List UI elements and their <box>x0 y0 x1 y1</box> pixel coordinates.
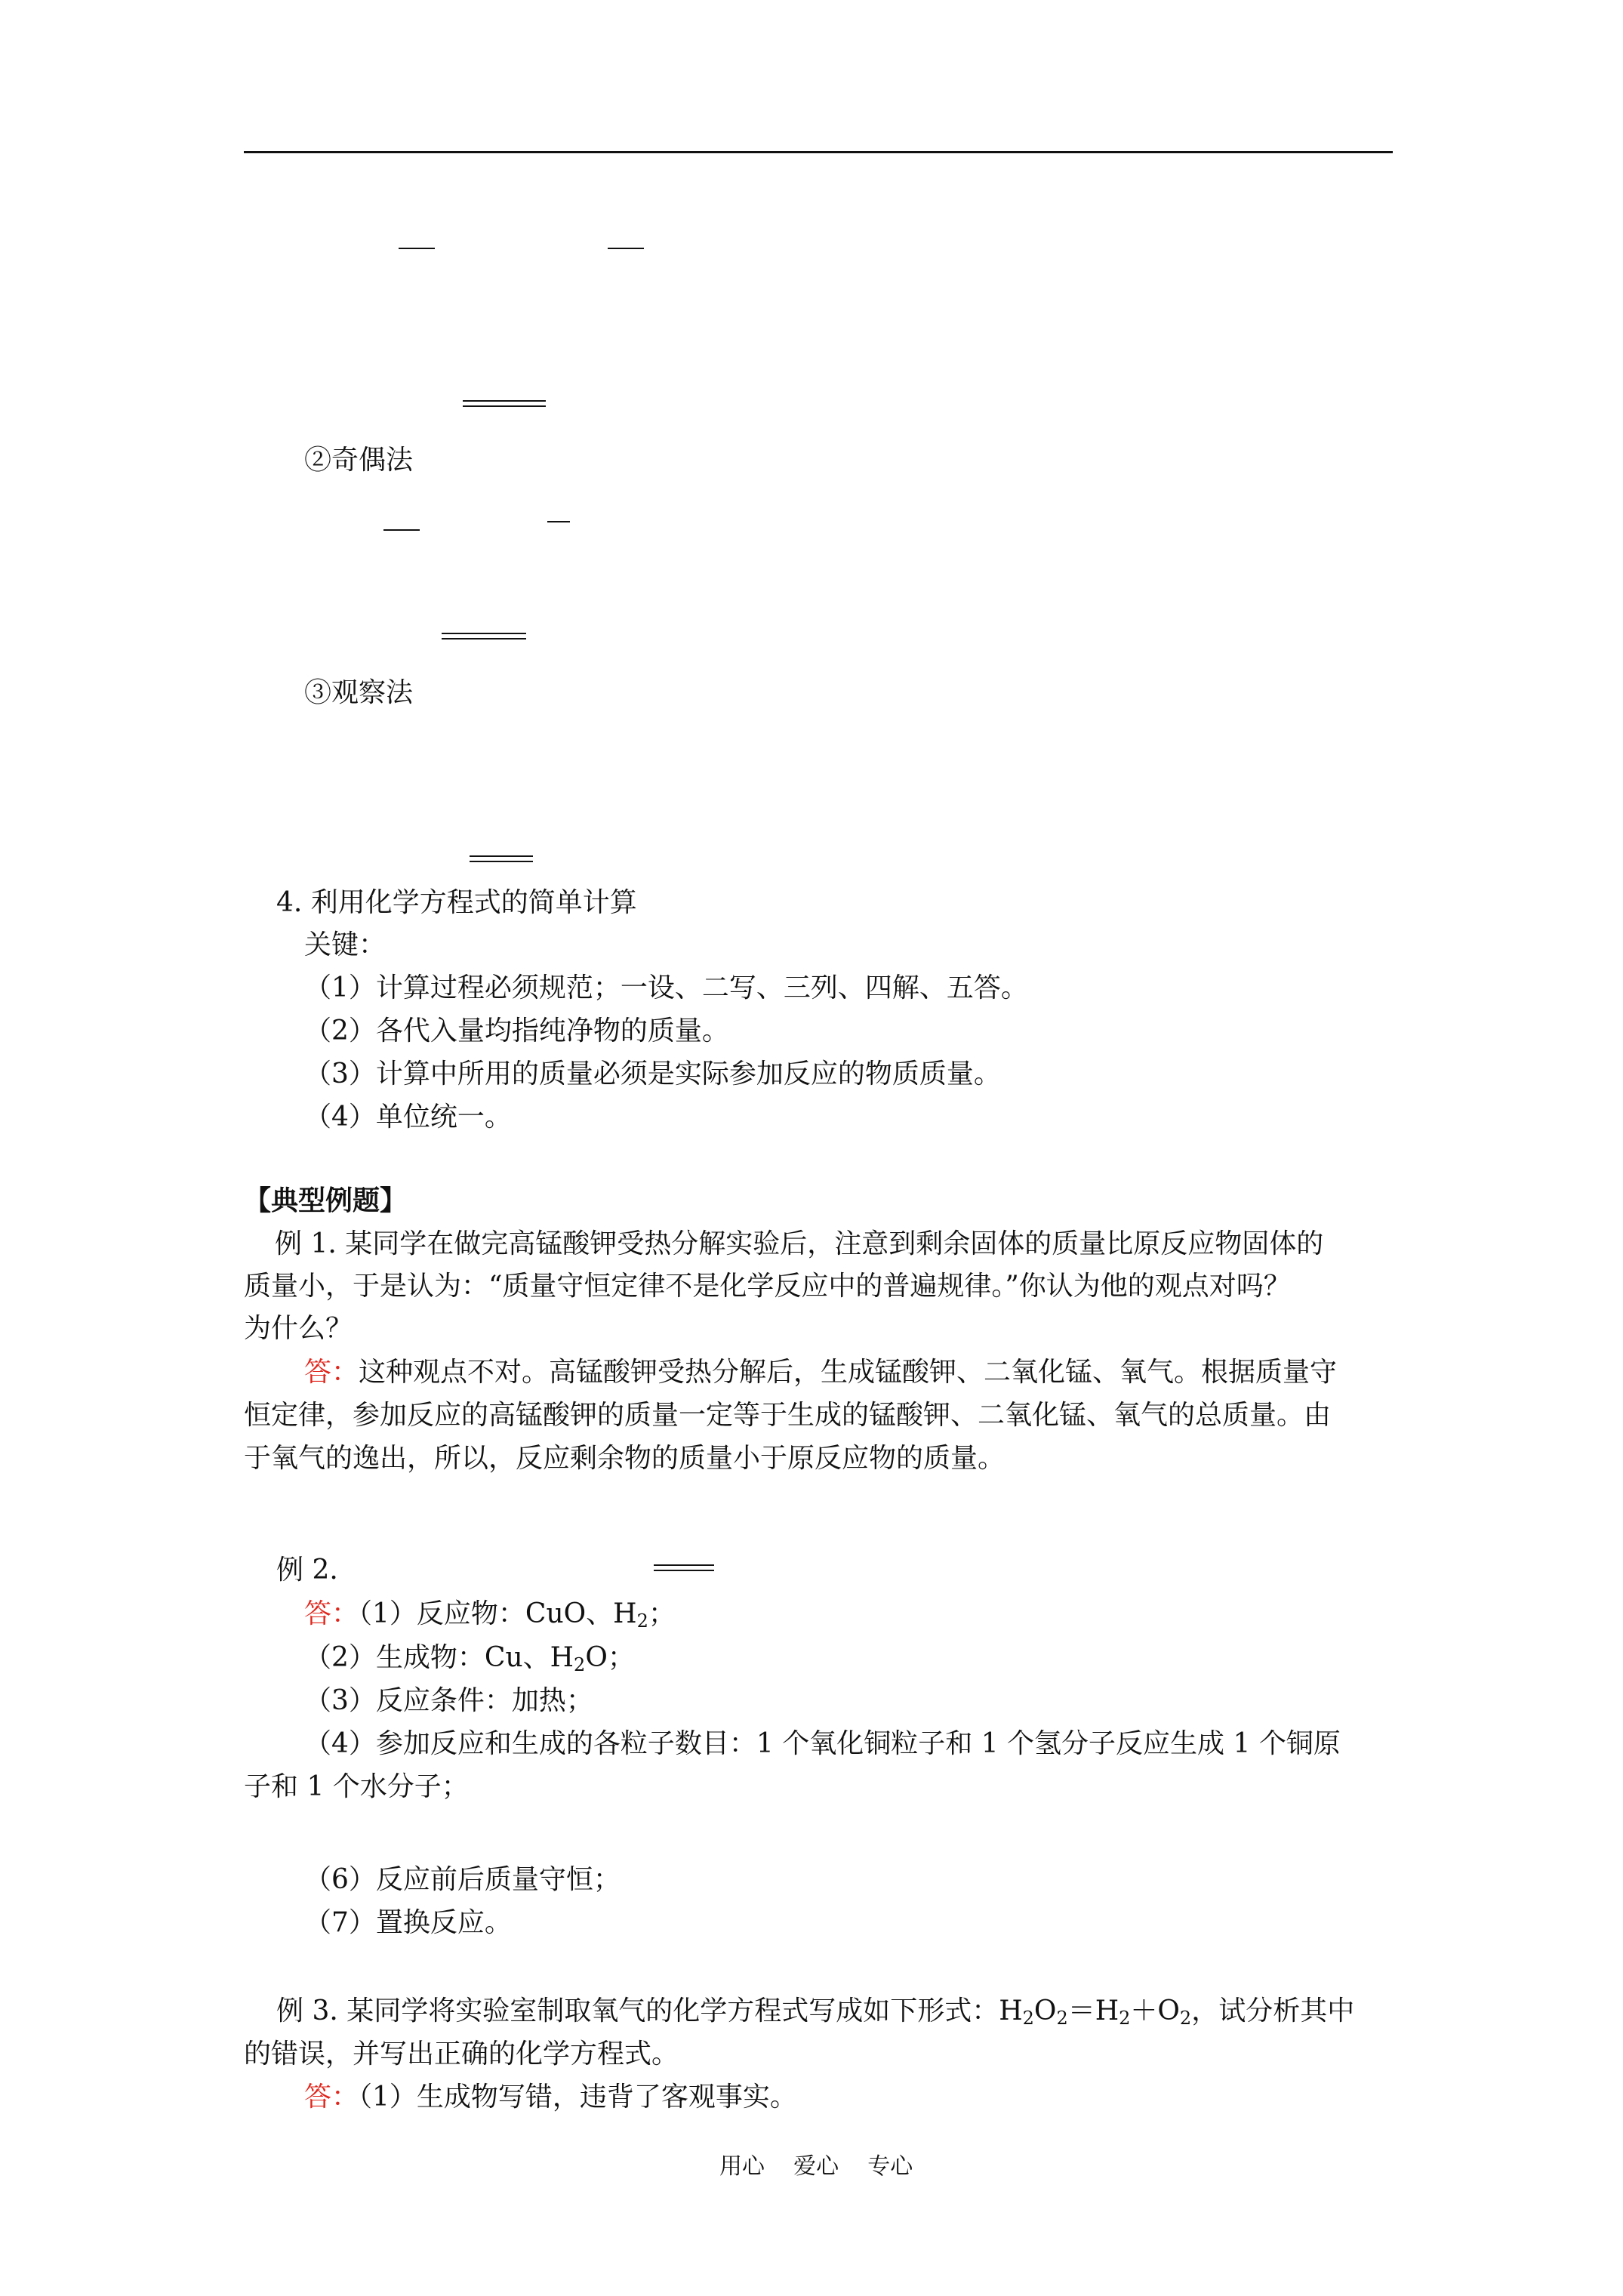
answer-2-suffix: O； <box>585 1642 635 1673</box>
example-3-question-line-2: 的错误，并写出正确的化学方程式。 <box>244 2039 679 2069</box>
example-2-answer-6: （6）反应前后质量守恒； <box>304 1864 621 1895</box>
answer-2-text: （2）生成物：Cu、H <box>304 1642 574 1673</box>
answer-label: 答： <box>304 1357 359 1388</box>
page-footer: 用心 爱心 专心 <box>719 2153 913 2180</box>
subscript: 2 <box>1179 2008 1192 2029</box>
equals-sign-double-line <box>470 855 533 857</box>
answer-label: 答： <box>304 2082 359 2113</box>
example-3-answer-text: （1）生成物写错，违背了客观事实。 <box>359 2082 797 2113</box>
subscript: 2 <box>1119 2008 1131 2029</box>
equation-fragment-bar <box>547 521 570 522</box>
example-1-question-line-2: 质量小，于是认为：“质量守恒定律不是化学反应中的普遍规律。”你认为他的观点对吗？ <box>244 1271 1291 1302</box>
example-1-answer-line-1 <box>304 1356 1337 1389</box>
equation-fragment-bar <box>383 529 420 531</box>
equals-sign-double-line <box>463 400 546 402</box>
example-3-text-suffix: ，试分析其中 <box>1191 1996 1355 2026</box>
example-2-answer-4-line-2: 子和 1 个水分子； <box>244 1771 469 1802</box>
key-point-2: （2）各代入量均指纯净物的质量。 <box>304 1015 729 1046</box>
example-2-answer-7: （7）置换反应。 <box>304 1907 512 1938</box>
examples-header: 【典型例题】 <box>244 1185 408 1216</box>
example-3-answer-1 <box>304 2081 797 2114</box>
method-3-label: ③观察法 <box>304 677 414 708</box>
key-label: 关键： <box>304 929 387 960</box>
equation-fragment-bar <box>608 248 644 249</box>
header-rule <box>244 151 1393 153</box>
answer-label: 答： <box>304 1598 359 1629</box>
equals-sign-double-line <box>654 1570 714 1571</box>
key-point-3: （3）计算中所用的质量必须是实际参加反应的物质质量。 <box>304 1059 1001 1089</box>
example-1-question-line-3: 为什么？ <box>244 1313 353 1344</box>
equals-sign-double-line <box>442 638 526 639</box>
example-1-question-line-1: 例 1. 某同学在做完高锰酸钾受热分解实验后，注意到剩余固体的质量比原反应物固体的 <box>275 1228 1324 1259</box>
subscript: 2 <box>636 1610 648 1632</box>
answer-1-suffix: ； <box>648 1598 676 1629</box>
formula-part: ＝H <box>1067 1996 1119 2026</box>
formula-part: O <box>1033 1996 1057 2026</box>
example-2-answer-3: （3）反应条件：加热； <box>304 1685 593 1716</box>
equals-sign-double-line <box>442 633 526 634</box>
equals-sign-double-line <box>463 405 546 407</box>
example-3-question-line-1 <box>276 1995 1354 2028</box>
equation-fragment-bar <box>399 248 435 249</box>
subscript: 2 <box>1056 2008 1068 2029</box>
equals-sign-double-line <box>654 1564 714 1566</box>
subscript: 2 <box>1022 2008 1034 2029</box>
example-1-answer-line-2: 恒定律，参加反应的高锰酸钾的质量一定等于生成的锰酸钾、二氧化锰、氧气的总质量。由 <box>244 1400 1332 1431</box>
equals-sign-double-line <box>470 861 533 862</box>
example-2-label: 例 2. <box>276 1555 338 1586</box>
subscript: 2 <box>574 1654 586 1675</box>
example-1-answer-text: 这种观点不对。高锰酸钾受热分解后，生成锰酸钾、二氧化锰、氧气。根据质量守 <box>359 1357 1338 1388</box>
example-3-text: 例 3. 某同学将实验室制取氧气的化学方程式写成如下形式：H <box>276 1996 1023 2026</box>
example-2-answer-4-line-1: （4）参加反应和生成的各粒子数目：1 个氧化铜粒子和 1 个氢分子反应生成 1 个铜原 <box>304 1728 1341 1759</box>
key-point-4: （4）单位统一。 <box>304 1102 512 1133</box>
key-point-1: （1）计算过程必须规范；一设、二写、三列、四解、五答。 <box>304 972 1028 1003</box>
section-4-title: 4. 利用化学方程式的简单计算 <box>276 887 637 918</box>
example-2-answer-2 <box>304 1641 635 1675</box>
example-1-answer-line-3: 于氧气的逸出，所以，反应剩余物的质量小于原反应物的质量。 <box>244 1443 1006 1474</box>
formula-part: ＋O <box>1130 1996 1180 2026</box>
method-2-label: ②奇偶法 <box>304 445 414 476</box>
answer-1-text: （1）反应物：CuO、H <box>359 1598 637 1629</box>
example-2-answer-1 <box>304 1598 676 1631</box>
